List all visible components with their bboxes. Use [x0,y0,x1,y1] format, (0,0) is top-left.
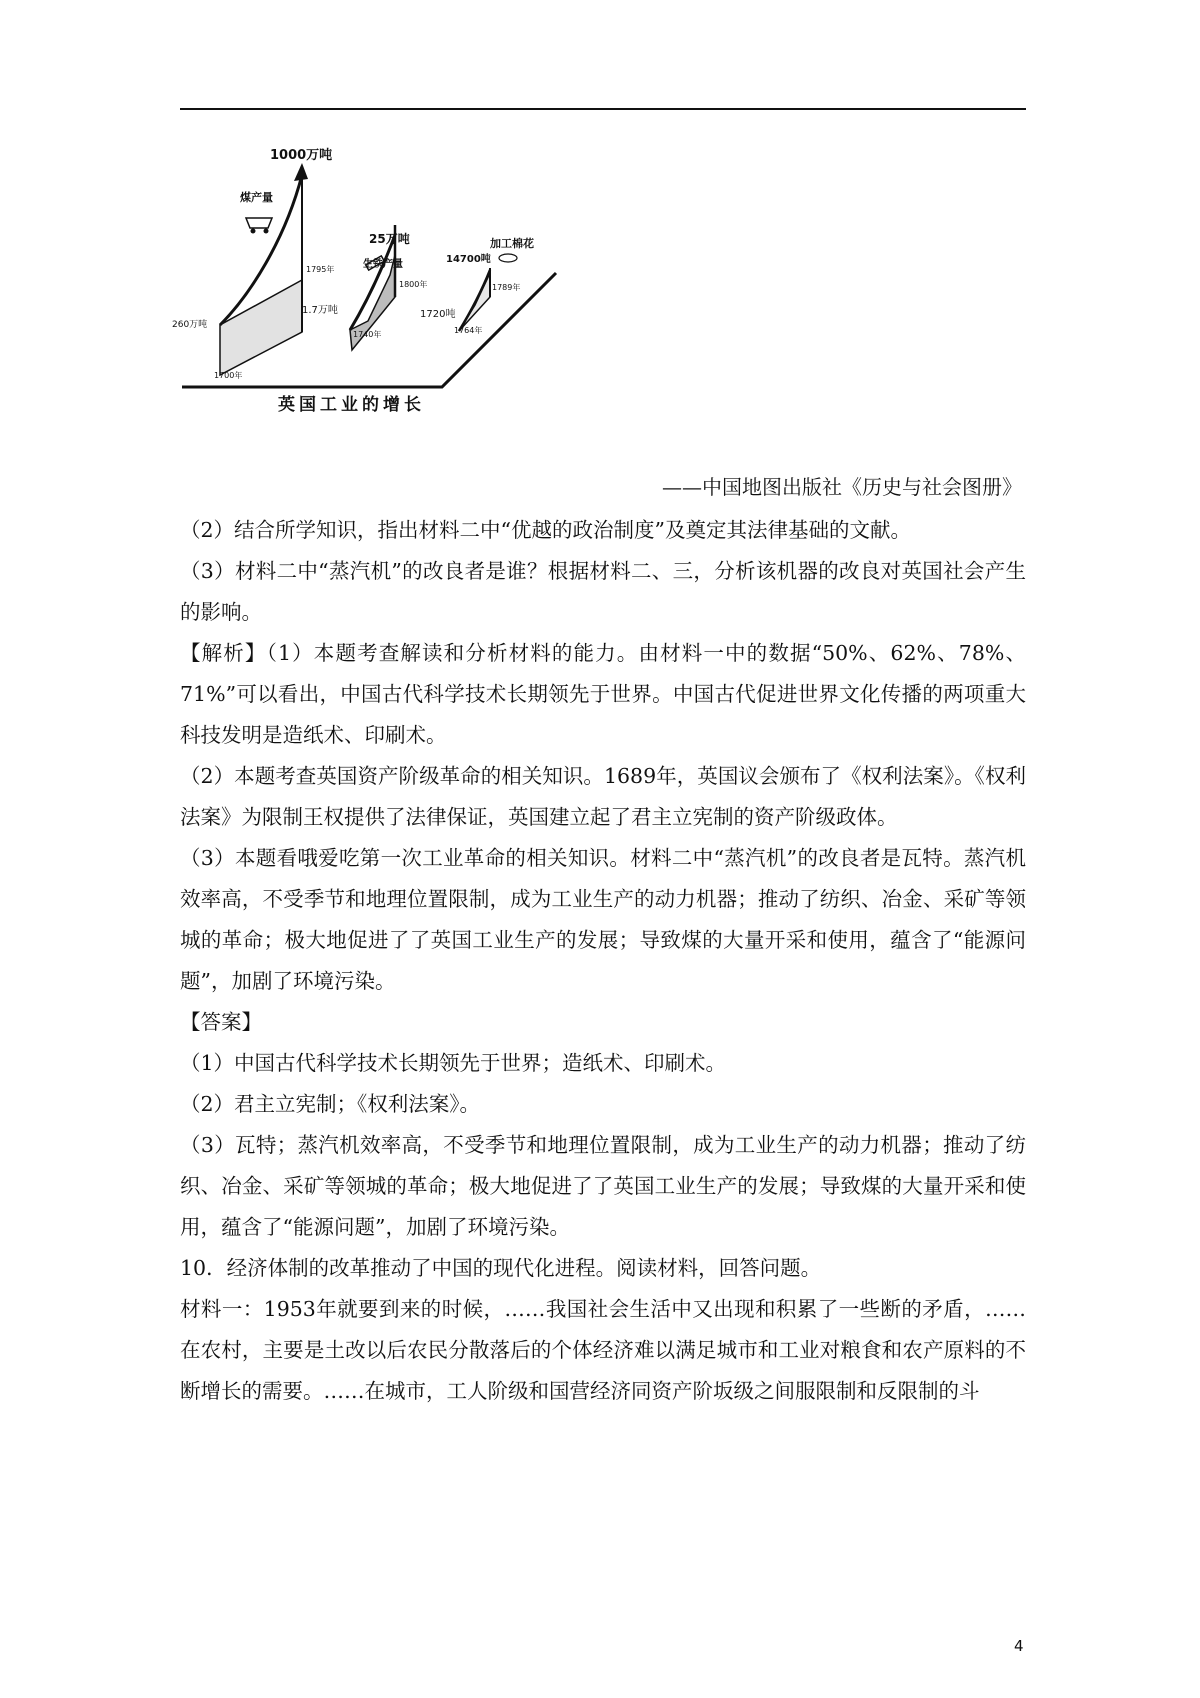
question-2: （2）结合所学知识，指出材料二中“优越的政治制度”及奠定其法律基础的文献。 [180,518,912,542]
coal-cart-wheel-icon [251,229,256,234]
iron-year-end: 1800年 [399,280,428,289]
coal-year-start: 1700年 [214,371,243,380]
cotton-year-start: 1764年 [454,326,483,335]
cotton-bottom-value: 1720吨 [420,309,456,320]
coal-year-end: 1795年 [306,265,335,274]
iron-bottom-value: 1.7万吨 [302,305,338,316]
header-rule [180,108,1026,110]
industry-growth-illustration [172,145,620,460]
answer-1: （1）中国古代科学技术长期领先于世界；造纸术、印刷术。 [180,1051,727,1075]
answer-2: （2）君主立宪制；《权利法案》。 [180,1092,481,1116]
coal-cart-wheel-icon [264,229,269,234]
cotton-icon [499,254,517,262]
question-10: 10．经济体制的改革推动了中国的现代化进程。阅读材料，回答问题。 [180,1256,822,1280]
iron-label: 生铁产量 [363,259,403,270]
answer-heading: 【答案】 [180,1010,262,1034]
analysis-1: 【解析】（1）本题考查解读和分析材料的能力。由材料一中的数据“50%、62%、78%、71%”可以看出，中国古代科学技术长期领先于世界。中国古代促进世界文化传播的两项重大科技发明是造纸术、印刷术。 [180,641,1026,747]
figure-caption: 英国工业的增长 [278,395,425,415]
question-3: （3）材料二中“蒸汽机”的改良者是谁？根据材料二、三，分析该机器的改良对英国社会产生的影响。 [180,559,1026,624]
iron-top-value: 25万吨 [369,232,410,246]
coal-cart-icon [246,218,272,228]
material-1: 材料一：1953年就要到来的时候，……我国社会生活中又出现和积累了一些断的矛盾，……在农村，主要是土改以后农民分散落后的个体经济难以满足城市和工业对粮食和农产原料的不断增长的需要。……在城市，工人阶级和国营经济同资产阶坂级之间服限制和反限制的斗 [180,1297,1026,1403]
document-body [180,510,1026,1412]
cotton-year-end: 1789年 [492,283,521,292]
figure-source: ——中国地图出版社《历史与社会图册》 [662,475,1022,499]
coal-bottom-value: 260万吨 [172,320,208,330]
analysis-3: （3）本题看哦爱吃第一次工业革命的相关知识。材料二中“蒸汽机”的改良者是瓦特。蒸汽机效率高，不受季节和地理位置限制，成为工业生产的动力机器；推动了纺织、冶金、采矿等领城的革命；极大地促进了了英国工业生产的发展；导致煤的大量开采和使用，蕴含了“能源问题”，加剧了环境污染。 [180,846,1026,993]
answer-3: （3）瓦特；蒸汽机效率高，不受季节和地理位置限制，成为工业生产的动力机器；推动了纺织、冶金、采矿等领城的革命；极大地促进了了英国工业生产的发展；导致煤的大量开采和使用，蕴含了“能源问题”，加剧了环境污染。 [180,1133,1026,1239]
coal-top-value: 1000万吨 [270,148,333,163]
cotton-top-value: 14700吨 [446,254,491,265]
page-number: 4 [1014,1637,1024,1655]
coal-label: 煤产量 [240,191,273,204]
coal-plane [220,280,302,375]
coal-arrow-head [294,163,308,181]
analysis-2: （2）本题考查英国资产阶级革命的相关知识。1689年，英国议会颁布了《权利法案》。《权利法案》为限制王权提供了法律保证，英国建立起了君主立宪制的资产阶级政体。 [180,764,1026,829]
cotton-label: 加工棉花 [490,237,534,250]
iron-year-start: 1740年 [353,330,382,339]
industry-growth-figure [172,145,620,460]
